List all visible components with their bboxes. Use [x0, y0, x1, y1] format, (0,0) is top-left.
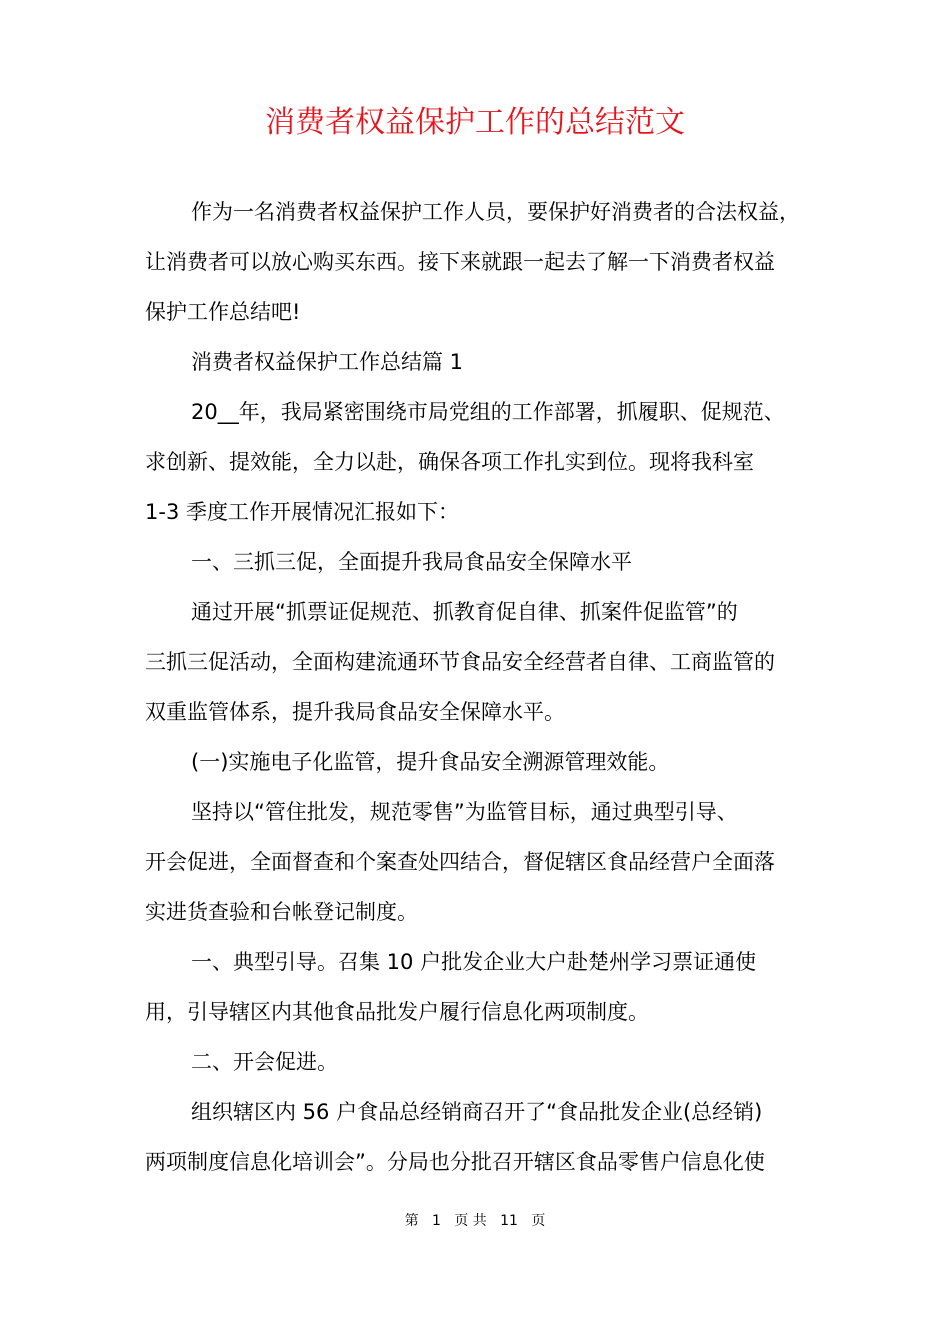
text-line: 消费者权益保护工作总结篇 1 [191, 350, 464, 374]
text-line: 组织辖区内 56 户食品总经销商召开了“食品批发企业(总经销) [191, 1100, 763, 1124]
section-heading [145, 737, 810, 787]
text-line: 实进货查验和台帐登记制度。 [145, 900, 418, 924]
text-line: 让消费者可以放心购买东西。接下来就跟一起去了解一下消费者权益 [145, 250, 775, 274]
text-line: 20__年，我局紧密围绕市局党组的工作部署，抓履职、促规范、 [191, 400, 785, 424]
paragraph [145, 1087, 810, 1187]
text-line: (一)实施电子化监管，提升食品安全溯源管理效能。 [191, 750, 670, 774]
text-line: 开会促进，全面督查和个案查处四结合，督促辖区食品经营户全面落 [145, 850, 775, 874]
text-line: 一、三抓三促，全面提升我局食品安全保障水平 [191, 550, 632, 574]
paragraph [145, 587, 810, 737]
document-title: 消费者权益保护工作的总结范文 [265, 105, 685, 140]
text-line: 用，引导辖区内其他食品批发户履行信息化两项制度。 [145, 1000, 649, 1024]
footer-suffix: 页 [531, 1213, 546, 1229]
page-number: 1 [432, 1213, 441, 1229]
text-line: 求创新、提效能，全力以赴，确保各项工作扎实到位。现将我科室 [145, 450, 754, 474]
text-line: 二、开会促进。 [191, 1050, 338, 1074]
total-pages: 11 [500, 1213, 518, 1229]
section-heading [145, 337, 810, 387]
text-line: 一、典型引导。召集 10 户批发企业大户赴楚州学习票证通使 [191, 950, 757, 974]
text-line: 双重监管体系，提升我局食品安全保障水平。 [145, 700, 565, 724]
paragraph-intro [145, 187, 810, 337]
text-line: 坚持以“管住批发，规范零售”为监管目标，通过典型引导、 [191, 800, 738, 824]
paragraph [145, 937, 810, 1037]
text-line: 三抓三促活动，全面构建流通环节食品安全经营者自律、工商监管的 [145, 650, 775, 674]
text-line: 两项制度信息化培训会”。分局也分批召开辖区食品零售户信息化使 [145, 1150, 765, 1174]
section-heading [145, 1037, 810, 1087]
text-line: 保护工作总结吧! [145, 300, 301, 324]
text-line: 通过开展“抓票证促规范、抓教育促自律、抓案件促监管”的 [191, 600, 738, 624]
footer-middle: 页 共 [454, 1213, 487, 1229]
section-heading [145, 537, 810, 587]
page-footer [0, 1209, 950, 1233]
document-body [145, 187, 810, 1187]
paragraph [145, 387, 810, 537]
footer-prefix: 第 [404, 1213, 419, 1229]
paragraph [145, 787, 810, 937]
text-line: 1-3 季度工作开展情况汇报如下： [145, 500, 459, 524]
text-line: 作为一名消费者权益保护工作人员，要保护好消费者的合法权益， [191, 200, 800, 224]
